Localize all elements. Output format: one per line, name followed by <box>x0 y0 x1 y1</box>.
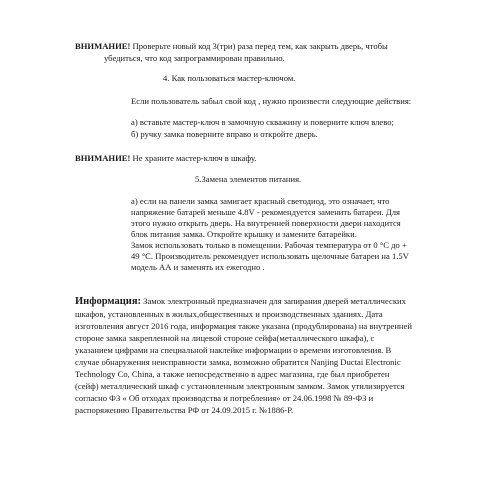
info-first-line <box>75 296 406 307</box>
info-line: Technology Co, China, а также непосредственно в адрес магазина, где был приобретен <box>75 369 390 379</box>
warning-text: Проверьте новый код 3(три) раза перед тем, как закрыть дверь, чтобы <box>130 41 388 51</box>
section-5-line: блок питания замка. Откройте крышку и замените батарейки. <box>131 229 357 239</box>
section-4-step-b: б) ручку замка поверните вправо и откройте дверь. <box>131 129 318 139</box>
warning-label: ВНИМАНИЕ! <box>75 153 131 163</box>
warning-label: ВНИМАНИЕ! <box>75 41 131 51</box>
section-5-line: а) если на панели замка замигает красный светодиод, это означает, что <box>131 196 390 206</box>
warning-1-line-1 <box>75 41 388 51</box>
info-line: изготовления август 2016 года, информация также указана (продублирована) на внутренней <box>75 321 412 331</box>
info-line: указанием цифрами на специальной наклейке информации о времени изготовления. В <box>75 345 392 355</box>
info-line: шкафов, установленных в жилых,общественных и производственных зданиях. Дата <box>75 309 383 319</box>
info-line: случае обнаружения неисправности замка, возможно обратится Nanjing Ductai Electronic <box>75 357 401 367</box>
section-4-step-a: а) вставьте мастер-ключ в замочную скважину и поверните ключ влево; <box>131 117 394 127</box>
section-5-line: напряжение батарей меньше 4.8V - рекомендуется заменить батареи. Для <box>131 207 400 217</box>
info-label: Информация: <box>75 296 142 307</box>
info-text: Замок электронный предназначен для запирания дверей металлических <box>141 296 406 306</box>
warning-2 <box>75 153 256 163</box>
warning-text: Не храните мастер-ключ в шкафу. <box>130 153 257 163</box>
warning-1-line-2: убедиться, что код запрограммирован правильно. <box>104 53 285 63</box>
section-5-heading: 5.Замена элементов питания. <box>195 174 302 184</box>
section-5-line: 49 °С. Производитель рекомендует использовать щелочные батареи на 1.5V <box>131 251 409 261</box>
section-4-heading: 4. Как пользоваться мастер-ключом. <box>163 73 296 83</box>
section-5-line: Замок использовать только в помещении. Рабочая температура от 0 °С до + <box>131 240 407 250</box>
info-line: распоряжению Правительства РФ от 24.09.2015 г. №1886-Р. <box>75 405 294 415</box>
section-5-line: этого нужно открыть дверь. На внутренней поверхности двери находится <box>131 218 401 228</box>
section-4-intro: Если пользователь забыл свой код , нужно произвести следующие действия: <box>131 96 412 106</box>
section-5-line: модель АА и заменять их ежегодно . <box>131 262 265 272</box>
info-line: согласно ФЗ « Об отходах производства и потребления» от 24.06.1998 № 89-ФЗ и <box>75 393 374 403</box>
info-line: стороне замка закрепленной на лицевой стороне сейфа(металлического шкафа), с <box>75 333 375 343</box>
info-line: (сейф) металлический шкаф с установленным электронным замком. Замок утилизируется <box>75 381 405 391</box>
